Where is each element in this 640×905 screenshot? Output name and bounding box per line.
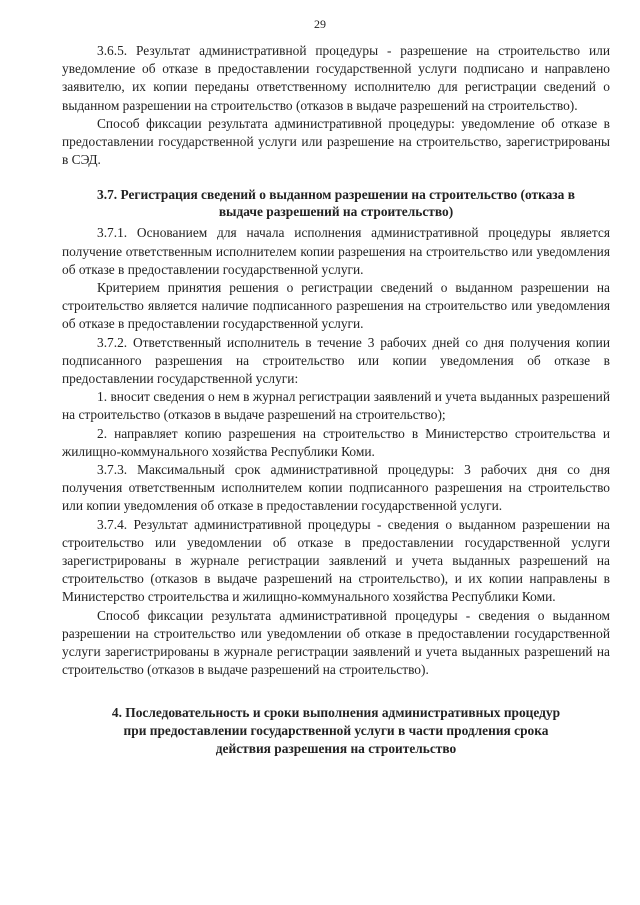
section-heading-4: 4. Последовательность и сроки выполнения административных процедур при предоставлении государственной услуги в части продления срока действия разрешения на строительство [111,704,561,756]
page-number: 29 [314,17,326,31]
section-heading-3-7: 3.7. Регистрация сведений о выданном разрешении на строительство (отказа в выдаче разрешений на строительство) [97,187,575,220]
paragraph-3-7-2: 3.7.2. Ответственный исполнитель в течение 3 рабочих дней со дня получения копии подписанного разрешения на строительство или копии уведомления об отказе в предоставлении государственной услуги: [62,334,610,387]
paragraph-fixation-method: Способ фиксации результата административной процедуры: уведомление об отказе в предоставлении государственной услуги или разрешение на строительство, зарегистрированы в СЭД. [62,115,610,168]
list-item-1: 1. вносит сведения о нем в журнал регистрации заявлений и учета выданных разрешений на строительство (отказов в выдаче разрешений на строительство); [62,389,610,423]
paragraph-decision-criterion: Критерием принятия решения о регистрации сведений о выданном разрешении на строительство является наличие подписанного разрешения на строительство или уведомления об отказе в предоставлении государственной услуги. [62,280,610,332]
list-item-2: 2. направляет копию разрешения на строительство в Министерство строительства и жилищно-коммунального хозяйства Республики Коми. [62,425,610,459]
document-body [62,42,610,758]
paragraph-3-6-5: 3.6.5. Результат административной процедуры - разрешение на строительство или уведомление об отказе в предоставлении государственной услуги подписано и направлено заявителю, их копии переданы ответственному исполнителю для регистрации сведений о выданном разрешении на строительство (отказов в выдаче разрешений на строительство). [62,43,610,113]
paragraph-3-7-4: 3.7.4. Результат административной процедуры - сведения о выданном разрешении на строительство или уведомлении об отказе в предоставлении государственной услуги зарегистрированы в журнале регистрации заявлений и учета выданных разрешений на строительство (отказов в выдаче разрешений на строительство), и их копии направлены в Министерство строительства и жилищно-коммунального хозяйства Республики Коми. [62,516,610,605]
paragraph-3-7-3: 3.7.3. Максимальный срок административной процедуры: 3 рабочих дня со дня получения ответственным исполнителем копии подписанного разрешения на строительство или копии уведомления об отказе в предоставлении государственной услуги. [62,462,610,514]
paragraph-3-7-1: 3.7.1. Основанием для начала исполнения административной процедуры является получение ответственным исполнителем копии разрешения на строительство или уведомления об отказе в предоставлении государственной услуги. [62,225,610,277]
paragraph-fixation-method-3-7: Способ фиксации результата административной процедуры - сведения о выданном разрешении на строительство или уведомлении об отказе в предоставлении государственной услуги зарегистрированы в журнале регистрации заявлений и учета выданных разрешений на строительство (отказов в выдаче разрешений на строительство). [62,607,610,678]
